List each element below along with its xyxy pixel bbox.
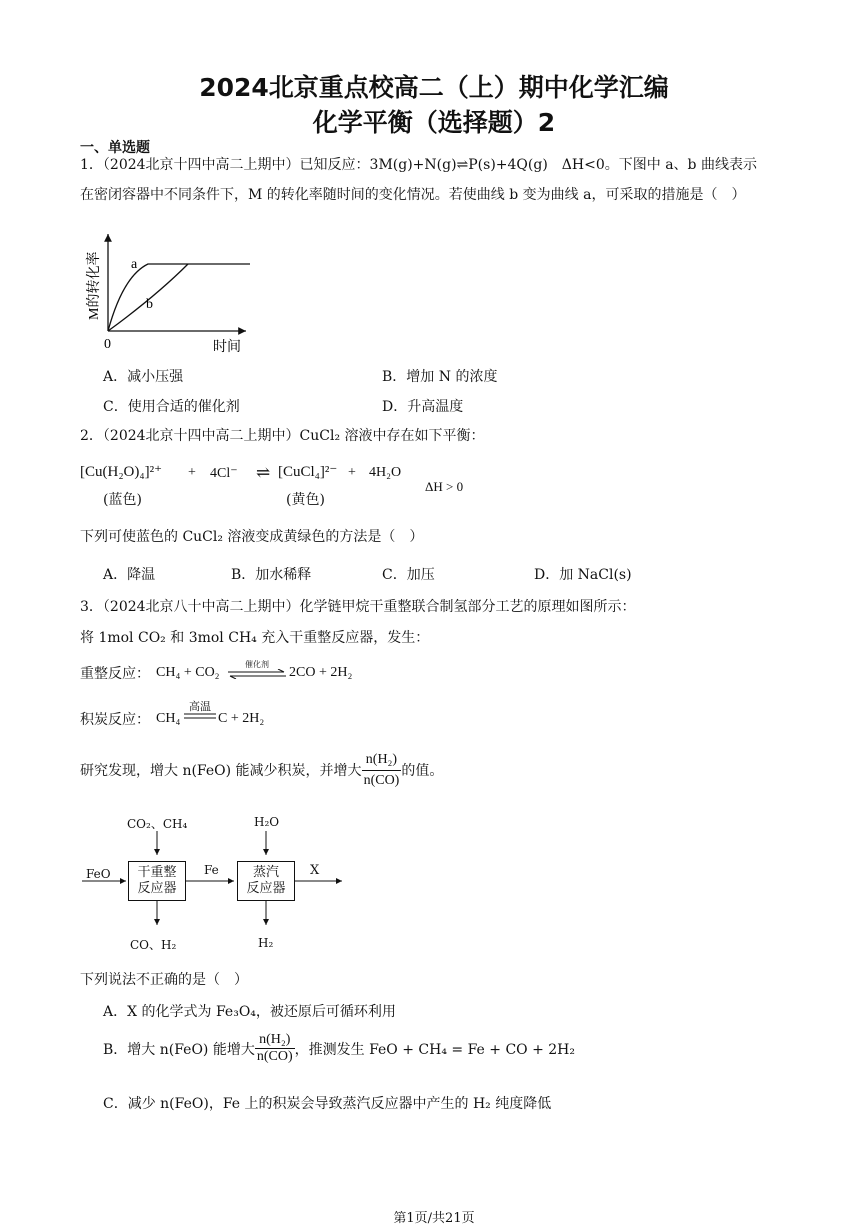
reactor2-line1: 蒸汽 — [252, 865, 279, 880]
q3-carbon-condition: 高温 — [189, 700, 211, 713]
input-co2-ch4: CO₂、CH₄ — [127, 817, 188, 831]
q3-reform-label: 重整反应： — [80, 666, 150, 682]
q2-eq-dh: ΔH > 0 — [425, 479, 464, 494]
q2-label-yellow: (黄色) — [286, 492, 325, 508]
q3-carbon-right: C + 2H₂ — [218, 711, 265, 726]
q2-eq-water: 4H₂O — [369, 465, 402, 480]
q2-eq-right: [CuCl₄]²⁻ — [278, 464, 338, 480]
q3-stem-line1: 3．（2024北京八十中高二上期中）化学链甲烷干重整联合制氢部分工艺的原理如图所示： — [80, 599, 636, 615]
q3-reform-right: 2CO + 2H₂ — [289, 665, 353, 680]
curve-b-label: b — [146, 297, 153, 312]
origin-label: 0 — [104, 337, 111, 352]
q3-carbon-label: 积炭反应： — [80, 712, 150, 728]
document-title: 2024北京重点校高二（上）期中化学汇编 — [199, 73, 669, 102]
q3-reform-catalyst: 催化剂 — [245, 660, 269, 669]
q3-carbon-left: CH₄ — [156, 711, 181, 726]
q2-eq-plus2: + — [348, 465, 356, 480]
q1-option-a[interactable]: A．减小压强 — [103, 369, 184, 385]
q2-eq-cl: 4Cl⁻ — [210, 466, 238, 481]
q3-option-b-pre: B．增大 n(FeO) 能增大 — [103, 1041, 255, 1058]
output-h2: H₂ — [258, 936, 274, 950]
curve-a-label: a — [131, 257, 138, 272]
reactor2-line2: 反应器 — [246, 881, 286, 896]
h2-co-ratio-b — [255, 1032, 295, 1065]
q2-eq-left: [Cu(H₂O)₄]²⁺ — [80, 464, 163, 480]
page-footer: 第1页/共21页 — [393, 1211, 475, 1226]
ratio-numerator: n(H₂) — [362, 750, 402, 771]
process-diagram — [80, 805, 370, 957]
q3-reform-left: CH₄ + CO₂ — [156, 665, 220, 680]
q2-label-blue: (蓝色) — [103, 492, 142, 508]
q1-option-b[interactable]: B．增加 N 的浓度 — [382, 369, 498, 385]
q3-option-b-post: ，推测发生 FeO + CH₄ = Fe + CO + 2H₂ — [294, 1041, 575, 1058]
output-x: X — [310, 863, 320, 878]
q2-eq-plus1: + — [188, 465, 196, 480]
equals-arrow-icon — [184, 713, 216, 719]
x-axis-label: 时间 — [213, 340, 241, 355]
ratio-b-numerator: n(H₂) — [255, 1032, 295, 1049]
reactor1-line1: 干重整 — [137, 865, 177, 880]
ratio-denominator: n(CO) — [363, 773, 400, 788]
q2-eq-arrow: ⇌ — [256, 463, 271, 482]
y-axis-label: M的转化率 — [87, 251, 102, 320]
q3-research-pre: 研究发现，增大 n(FeO) 能减少积炭，并增大 — [80, 762, 362, 779]
q2-option-d[interactable]: D．加 NaCl(s) — [534, 567, 632, 583]
q2-stem-line2: 下列可使蓝色的 CuCl₂ 溶液变成黄绿色的方法是（ ） — [80, 529, 424, 545]
equilibrium-arrow-icon — [228, 669, 286, 679]
reactor1-line2: 反应器 — [137, 881, 177, 896]
q1-stem-line2: 在密闭容器中不同条件下，M 的转化率随时间的变化情况。若使曲线 b 变为曲线 a，可采取的措施是（ ） — [80, 187, 746, 203]
dry-reforming-reactor — [128, 861, 186, 901]
q2-option-b[interactable]: B．加水稀释 — [231, 567, 312, 583]
q3-stem-line3: 下列说法不正确的是（ ） — [80, 972, 248, 988]
document-subtitle: 化学平衡（选择题）2 — [312, 108, 556, 137]
q1-stem-line1: 1．（2024北京十四中高二上期中）已知反应：3M(g)+N(g)⇌P(s)+4Q(g) ΔH<0。下图中 a、b 曲线表示 — [80, 157, 757, 173]
h2-co-ratio — [362, 750, 402, 791]
q3-stem-line2: 将 1mol CO₂ 和 3mol CH₄ 充入干重整反应器，发生： — [80, 630, 430, 646]
q1-option-c[interactable]: C．使用合适的催化剂 — [103, 399, 240, 415]
q1-option-d[interactable]: D．升高温度 — [382, 399, 464, 415]
ratio-b-denominator: n(CO) — [256, 1049, 293, 1064]
q3-option-b[interactable] — [103, 1032, 575, 1065]
output-co-h2: CO、H₂ — [130, 938, 177, 952]
section-heading: 一、单选题 — [80, 140, 150, 156]
q3-option-c[interactable]: C．减少 n(FeO)，Fe 上的积炭会导致蒸汽反应器中产生的 H₂ 纯度降低 — [103, 1096, 552, 1112]
intermediate-fe: Fe — [204, 863, 219, 877]
q2-stem-line1: 2．（2024北京十四中高二上期中）CuCl₂ 溶液中存在如下平衡： — [80, 428, 485, 444]
q3-option-a[interactable]: A．X 的化学式为 Fe₃O₄，被还原后可循环利用 — [103, 1004, 396, 1020]
conversion-time-graph — [78, 228, 258, 356]
q3-research-post: 的值。 — [401, 762, 444, 779]
input-h2o: H₂O — [254, 815, 280, 829]
curve-a — [108, 264, 250, 331]
q2-option-a[interactable]: A．降温 — [103, 567, 156, 583]
q3-research-line — [80, 750, 443, 791]
q2-option-c[interactable]: C．加压 — [382, 567, 435, 583]
steam-reactor — [237, 861, 295, 901]
input-feo: FeO — [86, 867, 111, 881]
